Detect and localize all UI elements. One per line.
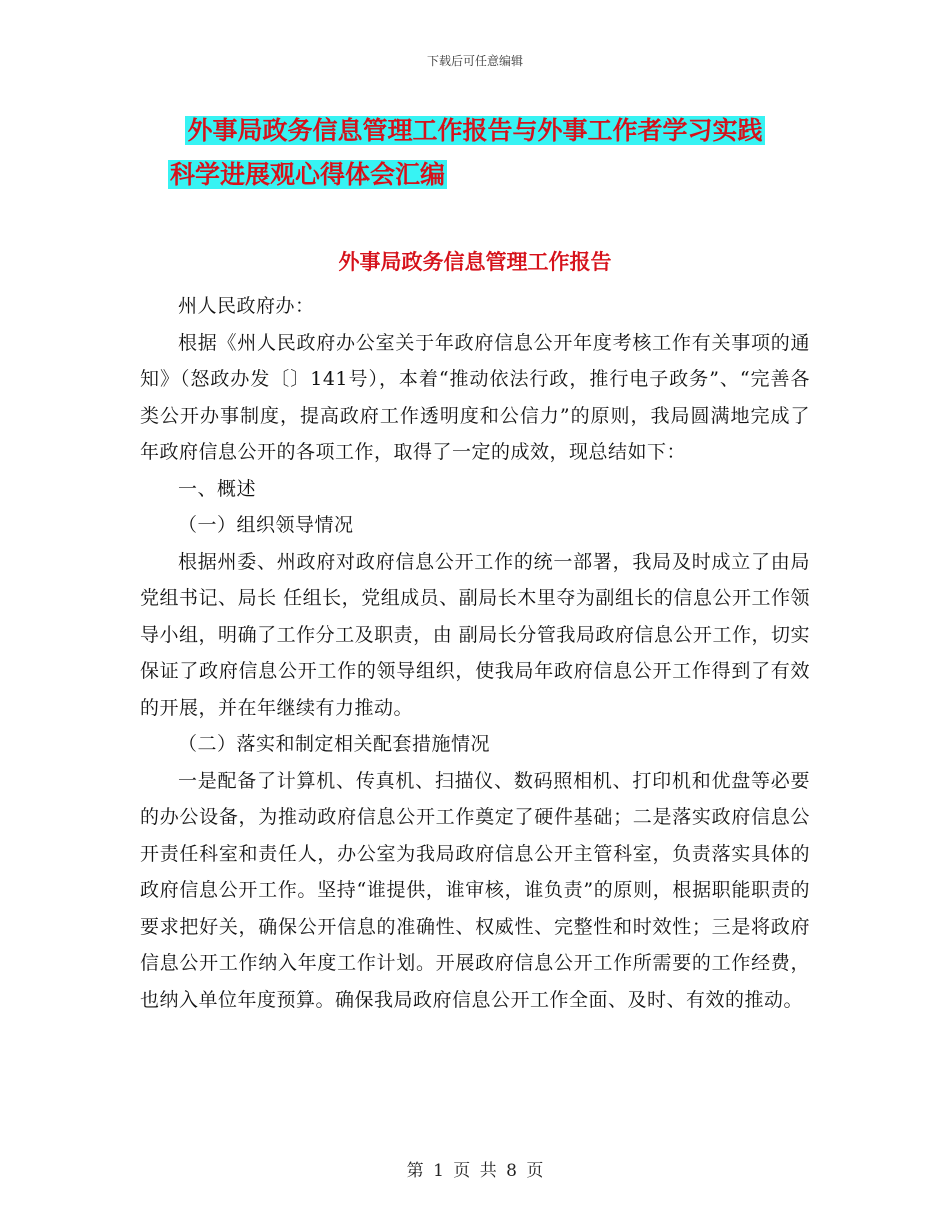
subheading-organization: （一）组织领导情况 xyxy=(178,514,354,536)
page-number-footer: 第 1 页 共 8 页 xyxy=(406,1161,544,1181)
main-title-line-2 xyxy=(0,156,950,194)
main-title-line-1-text: 外事局政务信息管理工作报告与外事工作者学习实践 xyxy=(187,116,763,145)
document-body xyxy=(140,288,810,1018)
body-paragraph: 一是配备了计算机、传真机、扫描仪、数码照相机、打印机和优盘等必要的办公设备，为推动政府信息公开工作奠定了硬件基础；二是落实政府信息公开责任科室和责任人，办公室为我局政府信息公开主管科室，负责落实具体的政府信息公开工作。坚持“谁提供，谁审核，谁负责”的原则，根据职能职责的要求把好关，确保公开信息的准确性、权威性、完整性和时效性；三是将政府信息公开工作纳入年度工作计划。开展政府信息公开工作所需要的工作经费，也纳入单位年度预算。确保我局政府信息公开工作全面、及时、有效的推动。 xyxy=(140,769,810,1011)
main-title-line-2-text: 科学进展观心得体会汇编 xyxy=(169,160,445,189)
section-title: 外事局政务信息管理工作报告 xyxy=(338,250,612,274)
main-title-line-1 xyxy=(0,112,950,150)
salutation: 州人民政府办： xyxy=(178,295,315,317)
header-note: 下载后可任意编辑 xyxy=(426,54,523,68)
body-paragraph: 根据州委、州政府对政府信息公开工作的统一部署，我局及时成立了由局党组书记、局长 任组长，党组成员、副局长木里夺为副组长的信息公开工作领导小组，明确了工作分工及职责，由 副局长分管我局政府信息公开工作，切实保证了政府信息公开工作的领导组织，使我局年政府信息公开工作得到了有效的开展，并在年继续有力推动。 xyxy=(140,550,810,719)
heading-overview: 一、概述 xyxy=(178,477,257,500)
body-paragraph: 根据《州人民政府办公室关于年政府信息公开年度考核工作有关事项的通知》（怒政办发〔〕141号），本着“推动依法行政，推行电子政务”、“完善各类公开办事制度，提高政府工作透明度和公信力”的原则，我局圆满地完成了年政府信息公开的各项工作，取得了一定的成效，现总结如下： xyxy=(140,331,810,463)
subheading-measures: （二）落实和制定相关配套措施情况 xyxy=(178,733,491,755)
